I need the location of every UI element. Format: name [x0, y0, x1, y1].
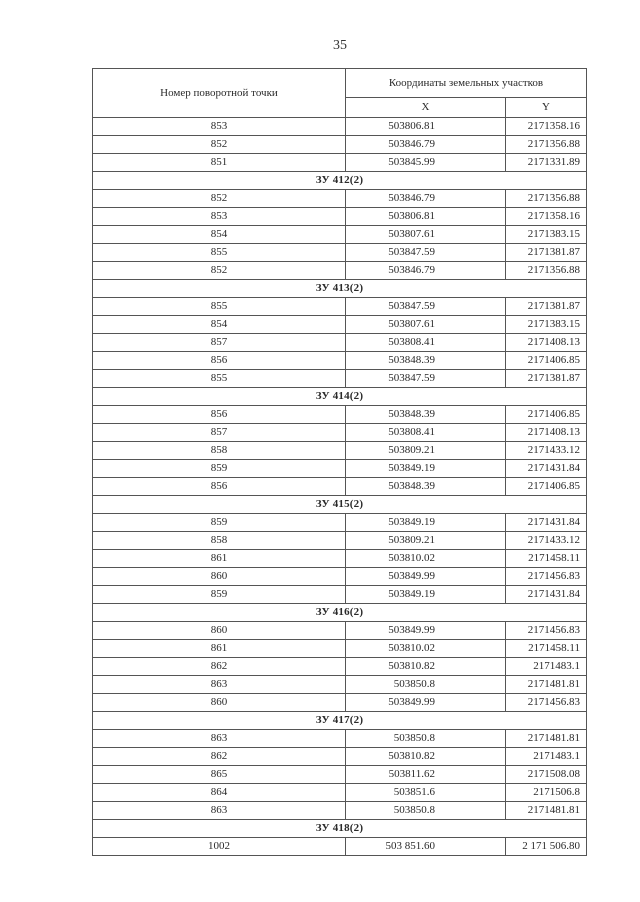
table-row	[93, 316, 587, 334]
y-coordinate-cell: 2171406.85	[506, 478, 587, 496]
table-row	[93, 244, 587, 262]
point-number-cell: 856	[93, 406, 346, 424]
x-coordinate-cell: 503849.99	[346, 568, 506, 586]
x-coordinate-cell: 503846.79	[346, 136, 506, 154]
table-row	[93, 442, 587, 460]
y-coordinate-cell: 2171431.84	[506, 586, 587, 604]
table-row	[93, 136, 587, 154]
x-coordinate-cell: 503811.62	[346, 766, 506, 784]
y-coordinate-cell: 2171481.81	[506, 730, 587, 748]
point-number-cell: 859	[93, 460, 346, 478]
x-coordinate-cell: 503850.8	[346, 802, 506, 820]
point-number-cell: 865	[93, 766, 346, 784]
point-number-cell: 855	[93, 298, 346, 316]
section-title: ЗУ 415(2)	[93, 496, 587, 514]
point-number-cell: 855	[93, 244, 346, 262]
y-coordinate-cell: 2171356.88	[506, 262, 587, 280]
x-coordinate-cell: 503807.61	[346, 226, 506, 244]
y-coordinate-cell: 2171483.1	[506, 658, 587, 676]
x-coordinate-cell: 503850.8	[346, 676, 506, 694]
y-coordinate-cell: 2171383.15	[506, 316, 587, 334]
section-row	[93, 820, 587, 838]
y-coordinate-cell: 2 171 506.80	[506, 838, 587, 856]
table-row	[93, 550, 587, 568]
y-coordinate-cell: 2171481.81	[506, 802, 587, 820]
y-coordinate-cell: 2171381.87	[506, 244, 587, 262]
table-row	[93, 190, 587, 208]
section-title: ЗУ 418(2)	[93, 820, 587, 838]
y-coordinate-cell: 2171358.16	[506, 118, 587, 136]
point-number-cell: 855	[93, 370, 346, 388]
x-coordinate-cell: 503846.79	[346, 262, 506, 280]
y-coordinate-cell: 2171408.13	[506, 424, 587, 442]
point-number-cell: 860	[93, 622, 346, 640]
table-row	[93, 676, 587, 694]
point-number-cell: 852	[93, 262, 346, 280]
y-coordinate-cell: 2171381.87	[506, 298, 587, 316]
x-coordinate-cell: 503849.19	[346, 586, 506, 604]
section-row	[93, 388, 587, 406]
x-coordinate-cell: 503809.21	[346, 442, 506, 460]
point-number-cell: 859	[93, 514, 346, 532]
table-row	[93, 478, 587, 496]
y-coordinate-cell: 2171331.89	[506, 154, 587, 172]
page-number: 35	[333, 38, 347, 53]
x-coordinate-cell: 503848.39	[346, 352, 506, 370]
y-coordinate-cell: 2171458.11	[506, 640, 587, 658]
section-row	[93, 280, 587, 298]
point-number-cell: 854	[93, 226, 346, 244]
y-coordinate-cell: 2171458.11	[506, 550, 587, 568]
table-row	[93, 334, 587, 352]
point-number-cell: 861	[93, 640, 346, 658]
x-coordinate-cell: 503808.41	[346, 424, 506, 442]
table-row	[93, 658, 587, 676]
table-row	[93, 784, 587, 802]
point-number-cell: 853	[93, 118, 346, 136]
table-row	[93, 406, 587, 424]
y-coordinate-cell: 2171456.83	[506, 694, 587, 712]
table-row	[93, 154, 587, 172]
table-row	[93, 352, 587, 370]
header-x: X	[346, 98, 506, 118]
point-number-cell: 858	[93, 442, 346, 460]
x-coordinate-cell: 503807.61	[346, 316, 506, 334]
point-number-cell: 856	[93, 478, 346, 496]
table-row	[93, 118, 587, 136]
point-number-cell: 862	[93, 748, 346, 766]
y-coordinate-cell: 2171433.12	[506, 442, 587, 460]
y-coordinate-cell: 2171456.83	[506, 568, 587, 586]
x-coordinate-cell: 503806.81	[346, 118, 506, 136]
x-coordinate-cell: 503809.21	[346, 532, 506, 550]
y-coordinate-cell: 2171431.84	[506, 514, 587, 532]
x-coordinate-cell: 503847.59	[346, 370, 506, 388]
x-coordinate-cell: 503845.99	[346, 154, 506, 172]
x-coordinate-cell: 503808.41	[346, 334, 506, 352]
y-coordinate-cell: 2171506.8	[506, 784, 587, 802]
section-row	[93, 604, 587, 622]
x-coordinate-cell: 503850.8	[346, 730, 506, 748]
y-coordinate-cell: 2171406.85	[506, 352, 587, 370]
x-coordinate-cell: 503847.59	[346, 298, 506, 316]
y-coordinate-cell: 2171356.88	[506, 136, 587, 154]
y-coordinate-cell: 2171358.16	[506, 208, 587, 226]
x-coordinate-cell: 503810.82	[346, 748, 506, 766]
y-coordinate-cell: 2171381.87	[506, 370, 587, 388]
x-coordinate-cell: 503849.19	[346, 460, 506, 478]
y-coordinate-cell: 2171481.81	[506, 676, 587, 694]
y-coordinate-cell: 2171433.12	[506, 532, 587, 550]
x-coordinate-cell: 503847.59	[346, 244, 506, 262]
table-row	[93, 802, 587, 820]
point-number-cell: 1002	[93, 838, 346, 856]
point-number-cell: 854	[93, 316, 346, 334]
y-coordinate-cell: 2171406.85	[506, 406, 587, 424]
x-coordinate-cell: 503846.79	[346, 190, 506, 208]
table-row	[93, 460, 587, 478]
x-coordinate-cell: 503849.99	[346, 694, 506, 712]
point-number-cell: 852	[93, 136, 346, 154]
section-title: ЗУ 412(2)	[93, 172, 587, 190]
x-coordinate-cell: 503 851.60	[346, 838, 506, 856]
point-number-cell: 863	[93, 676, 346, 694]
x-coordinate-cell: 503810.02	[346, 550, 506, 568]
point-number-cell: 856	[93, 352, 346, 370]
table-row	[93, 226, 587, 244]
table-row	[93, 622, 587, 640]
y-coordinate-cell: 2171483.1	[506, 748, 587, 766]
header-y: Y	[506, 98, 587, 118]
y-coordinate-cell: 2171408.13	[506, 334, 587, 352]
table-row	[93, 514, 587, 532]
table-row	[93, 586, 587, 604]
table-row	[93, 262, 587, 280]
y-coordinate-cell: 2171356.88	[506, 190, 587, 208]
table-row	[93, 838, 587, 856]
table-row	[93, 748, 587, 766]
x-coordinate-cell: 503848.39	[346, 406, 506, 424]
x-coordinate-cell: 503848.39	[346, 478, 506, 496]
table-row	[93, 766, 587, 784]
table-row	[93, 730, 587, 748]
x-coordinate-cell: 503810.82	[346, 658, 506, 676]
x-coordinate-cell: 503810.02	[346, 640, 506, 658]
section-title: ЗУ 413(2)	[93, 280, 587, 298]
x-coordinate-cell: 503806.81	[346, 208, 506, 226]
y-coordinate-cell: 2171508.08	[506, 766, 587, 784]
point-number-cell: 860	[93, 568, 346, 586]
section-row	[93, 172, 587, 190]
header-point-number: Номер поворотной точки	[93, 69, 346, 118]
section-title: ЗУ 414(2)	[93, 388, 587, 406]
x-coordinate-cell: 503849.19	[346, 514, 506, 532]
y-coordinate-cell: 2171431.84	[506, 460, 587, 478]
header-coordinates: Координаты земельных участков	[346, 69, 587, 98]
point-number-cell: 861	[93, 550, 346, 568]
section-row	[93, 496, 587, 514]
point-number-cell: 863	[93, 802, 346, 820]
table-row	[93, 298, 587, 316]
point-number-cell: 853	[93, 208, 346, 226]
coordinates-table	[92, 68, 587, 856]
x-coordinate-cell: 503851.6	[346, 784, 506, 802]
point-number-cell: 852	[93, 190, 346, 208]
y-coordinate-cell: 2171456.83	[506, 622, 587, 640]
section-row	[93, 712, 587, 730]
point-number-cell: 859	[93, 586, 346, 604]
table-header	[93, 69, 587, 118]
table-row	[93, 568, 587, 586]
table-row	[93, 694, 587, 712]
table-row	[93, 640, 587, 658]
table-body	[93, 118, 587, 856]
x-coordinate-cell: 503849.99	[346, 622, 506, 640]
point-number-cell: 860	[93, 694, 346, 712]
point-number-cell: 851	[93, 154, 346, 172]
point-number-cell: 858	[93, 532, 346, 550]
point-number-cell: 864	[93, 784, 346, 802]
section-title: ЗУ 417(2)	[93, 712, 587, 730]
point-number-cell: 862	[93, 658, 346, 676]
point-number-cell: 863	[93, 730, 346, 748]
point-number-cell: 857	[93, 334, 346, 352]
y-coordinate-cell: 2171383.15	[506, 226, 587, 244]
point-number-cell: 857	[93, 424, 346, 442]
table-row	[93, 424, 587, 442]
table-row	[93, 370, 587, 388]
table-row	[93, 208, 587, 226]
table-row	[93, 532, 587, 550]
section-title: ЗУ 416(2)	[93, 604, 587, 622]
